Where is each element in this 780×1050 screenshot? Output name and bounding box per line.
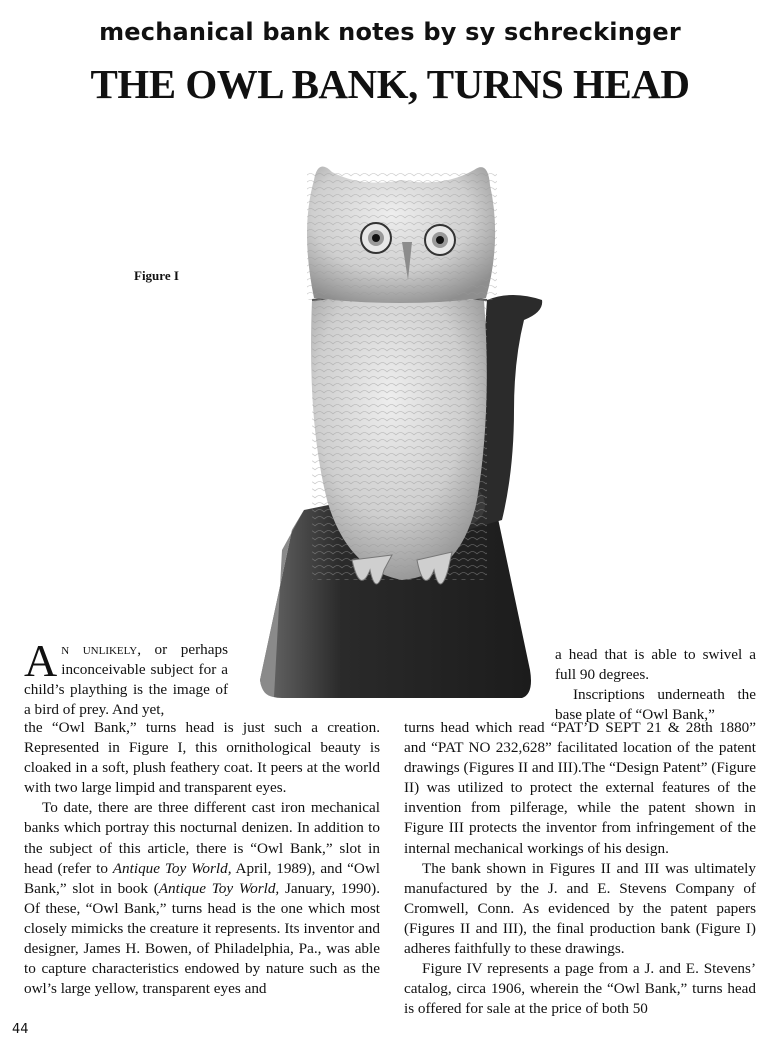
paragraph-1: the “Owl Bank,” turns head is just such a creation. Represented in Figure I, this ornithological beauty is cloaked in a soft, plush feathery coat. It peers at the world with two large limpid and transparent eyes. <box>24 719 380 797</box>
paragraph-2: To date, there are three different cast iron mechanical banks which portray this nocturnal denizen. In addition to the subject of this article, there is “Owl Bank,” slot in head (refer to Antique Toy World, April, 1989), and “Owl Bank,” slot in book (Antique Toy World, January, 1990). Of these, “Owl Bank,” turns head is the one which most closely mimicks the creature it represents. Its inventor and designer, James H. Bowen, of Philadelphia, Pa., was able to capture characteristics endowed by nature such as the owl’s large yellow, transparent eyes and <box>24 799 381 998</box>
left-intro <box>24 635 228 720</box>
drop-cap: A <box>24 635 58 686</box>
figure-caption: Figure I <box>134 268 179 283</box>
series-kicker: mechanical bank notes by sy schreckinger <box>99 18 681 46</box>
right-intro <box>555 645 756 725</box>
paragraph-head-swivel: a head that is able to swivel a full 90 degrees. <box>555 646 756 684</box>
paragraph-figure-iv: Figure IV represents a page from a J. and E. Stevens’ catalog, circa 1906, wherein the “Owl Bank,” turns head is offered for sale at the price of both 50 <box>404 960 756 1018</box>
paragraph-inscriptions-cont: turns head which read “PAT’D SEPT 21 & 28th 1880” and “PAT NO 232,628” facilitated location of the patent drawings (Figures II and III).The “Design Patent” (Figure II) was utilized to protect the external features of the invention from pilferage, while the patent shown in Figure III protects the inventor from infringement of the internal mechanical workings of his design. <box>404 719 756 857</box>
lead-text: or perhaps inconceivable subject for a child’s plaything is the image of a bird of prey. And yet, <box>24 641 228 719</box>
paragraph-inscriptions-start: Inscriptions underneath the base plate of “Owl Bank,” <box>555 686 756 724</box>
right-column-body <box>404 718 756 1019</box>
paragraph-bank: The bank shown in Figures II and III was ultimately manufactured by the J. and E. Stevens Company of Cromwell, Conn. As evidenced by the patent papers (Figures II and III), the final production bank (Figure I) adheres faithfully to these drawings. <box>404 859 756 958</box>
article-title: THE OWL BANK, TURNS HEAD <box>90 61 690 107</box>
left-column-body <box>24 718 380 999</box>
page-number: 44 <box>12 1022 29 1037</box>
owl-bank-photo <box>252 150 547 702</box>
lead-smallcaps: n unlikely, <box>61 641 142 658</box>
